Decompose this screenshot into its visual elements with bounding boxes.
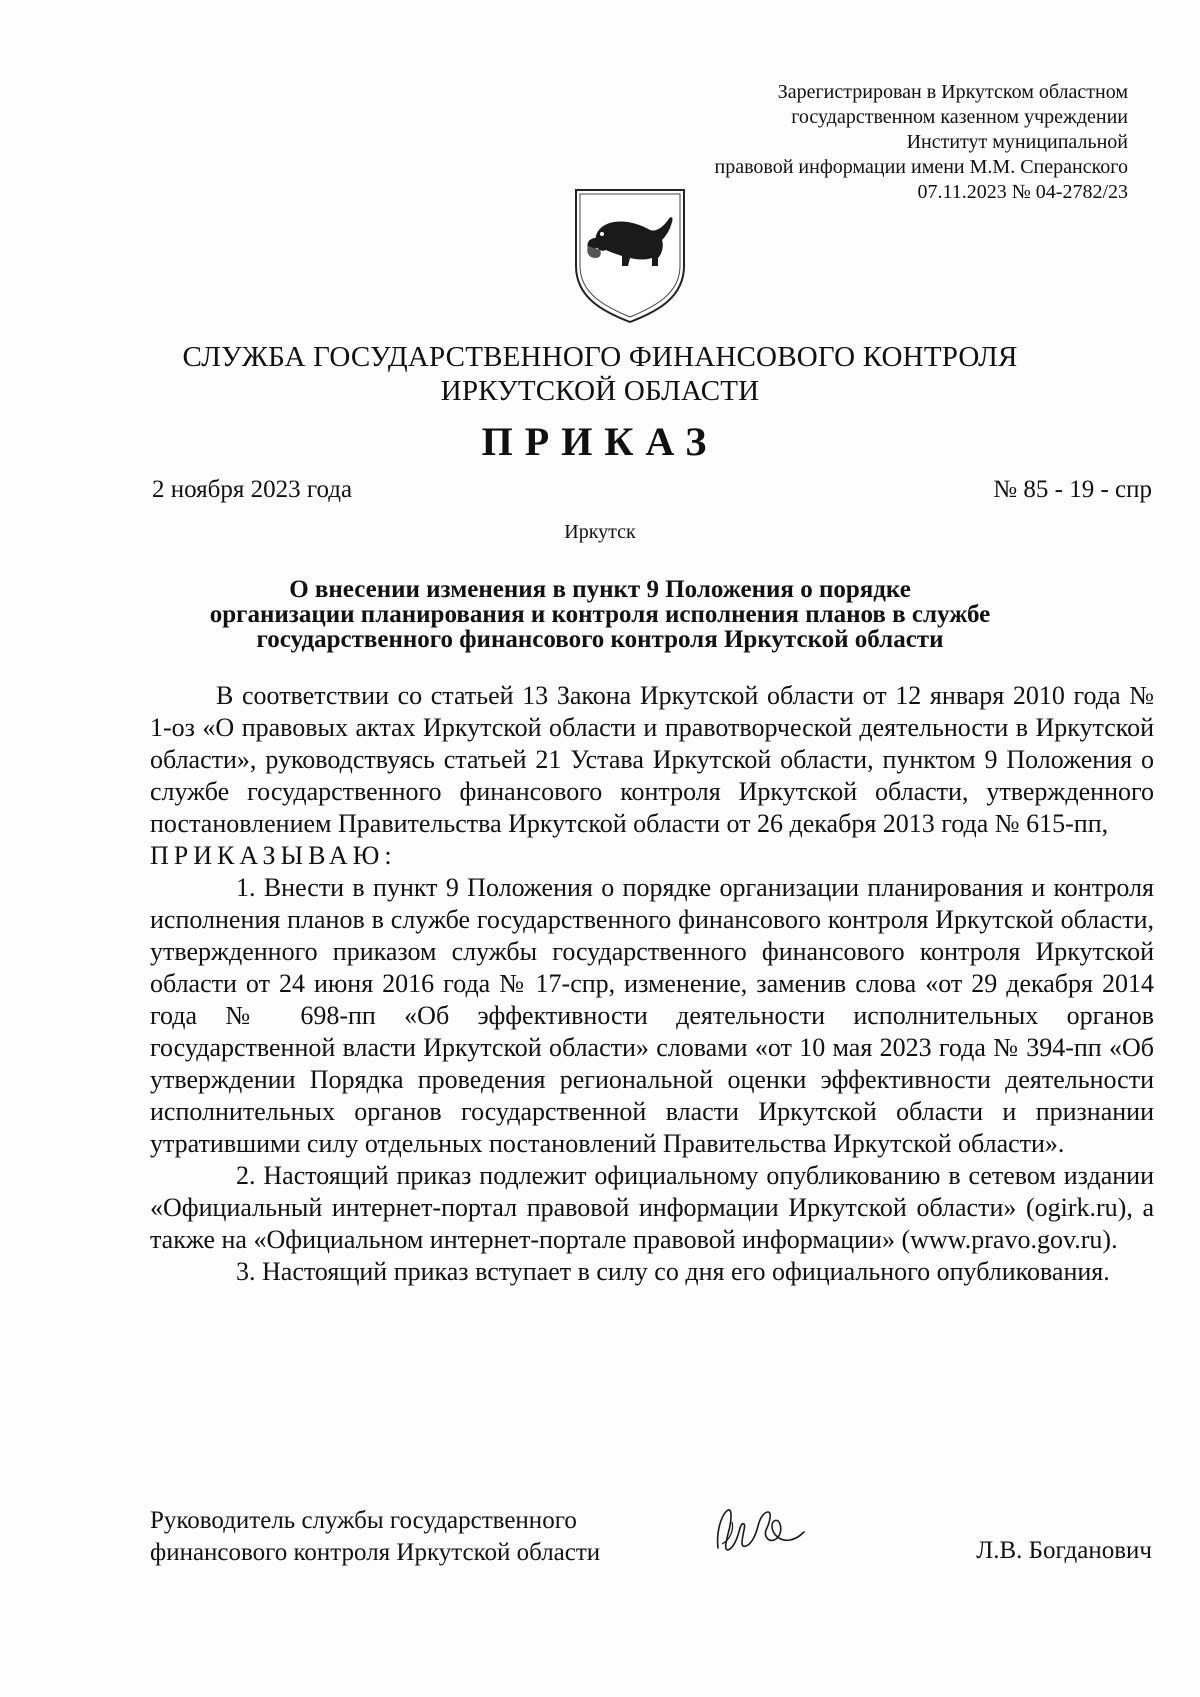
registration-line: Институт муниципальной [906,131,1128,153]
handwritten-signature-icon [710,1500,810,1562]
order-item-2: 2. Настоящий приказ подлежит официальному опубликованию в сетевом издании «Официальный интернет-портал правовой информации Иркутской области» (ogirk.ru), а также на «Официальном интернет-портале правовой информации» (www.pravo.gov.ru). [150,1161,1154,1254]
organization-line: ИРКУТСКОЙ ОБЛАСТИ [440,375,760,407]
document-body [150,680,1154,1288]
signatory-position-line: Руководитель службы государственного [150,1507,577,1534]
signatory-name: Л.В. Богданович [976,1537,1152,1564]
organization-name [0,340,1200,408]
document-date: 2 ноября 2023 года [152,476,353,503]
document-title-line: О внесении изменения в пункт 9 Положения о порядке [289,576,911,603]
order-item-1: 1. Внести в пункт 9 Положения о порядке организации планирования и контроля исполнения планов в службе государственного финансового контроля Иркутской области, утвержденного приказом службы государственного финансового контроля Иркутской области от 24 июня 2016 года № 17-спр, изменение, заменив слова «от 29 декабря 2014 года № 698-пп «Об эффективности деятельности исполнительных органов государственной власти Иркутской области» словами «от 10 мая 2023 года № 394-пп «Об утверждении Порядка проведения региональной оценки эффективности деятельности исполнительных органов государственной власти Иркутской области и признании утратившими силу отдельных постановлений Правительства Иркутской области». [150,873,1154,1158]
document-type: ПРИКАЗ [481,419,719,464]
organization-line: СЛУЖБА ГОСУДАРСТВЕННОГО ФИНАНСОВОГО КОНТРОЛЯ [182,341,1018,373]
registration-line: Зарегистрирован в Иркутском областном [777,81,1128,103]
signatory-position-line: финансового контроля Иркутской области [150,1539,601,1566]
preamble-paragraph: В соответствии со статьей 13 Закона Иркутской области от 12 января 2010 года № 1-оз «О правовых актах Иркутской области и правотворческой деятельности в Иркутской области», руководствуясь статьей 21 Устава Иркутской области, пунктом 9 Положения о службе государственного финансового контроля Иркутской области, утвержденного постановлением Правительства Иркутской области от 26 декабря 2013 года № 615-пп, [150,681,1154,838]
signatory-position [150,1505,600,1569]
registration-number: 07.11.2023 № 04-2782/23 [917,181,1128,203]
registration-line: государственном казенном учреждении [791,106,1128,128]
registration-line: правовой информации имени М.М. Сперанского [714,156,1128,178]
order-item-3: 3. Настоящий приказ вступает в силу со дня его официального опубликования. [236,1257,1110,1286]
document-number: № 85 - 19 - спр [993,476,1152,503]
irkutsk-coat-of-arms-icon [570,186,690,326]
order-word: ПРИКАЗЫВАЮ: [150,841,397,870]
document-title [160,577,1040,652]
document-city: Иркутск [564,521,636,543]
document-title-line: государственного финансового контроля Иркутской области [256,626,944,653]
document-title-line: организации планирования и контроля исполнения планов в службе [209,601,991,628]
